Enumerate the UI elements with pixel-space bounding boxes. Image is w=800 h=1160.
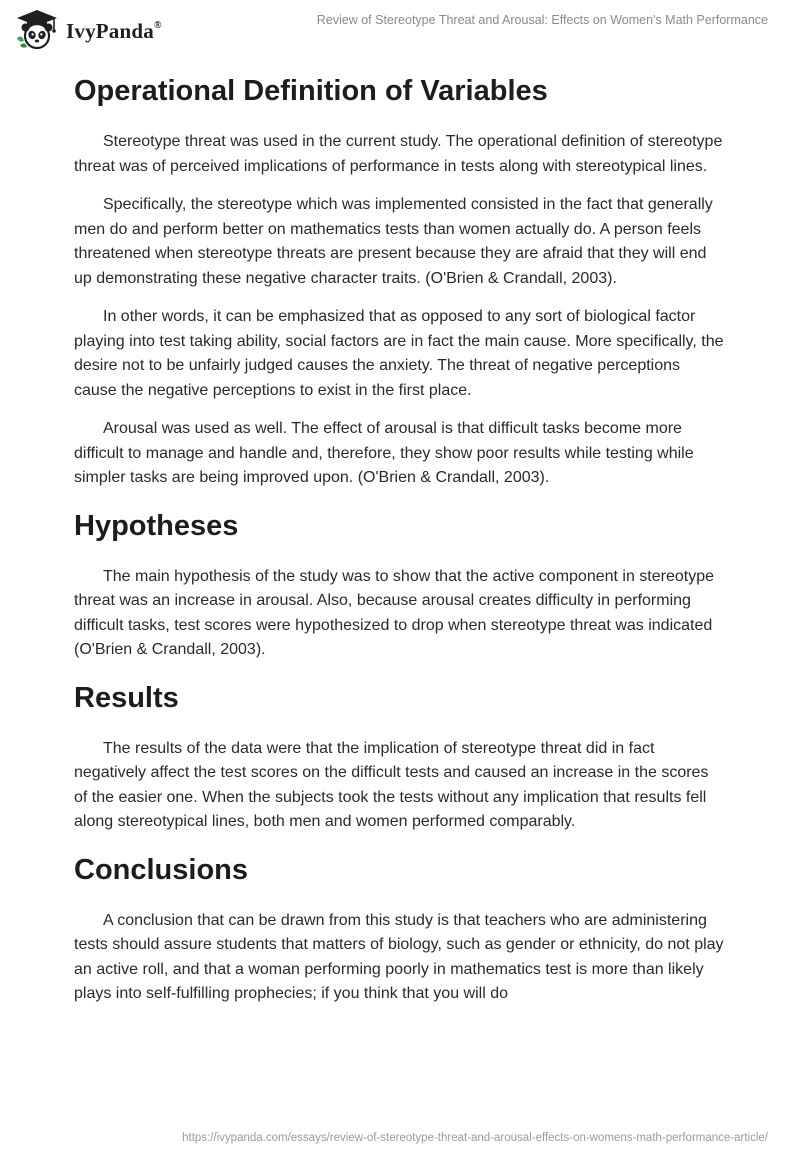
paragraph: Specifically, the stereotype which was implemented consisted in the fact that generally men do and perform better on mathematics tests than women actually do. A person feels threatened when stereotype threats are present because they are afraid that they will end up demonstrating these negative character traits. (O'Brien & Crandall, 2003). (74, 196, 713, 287)
paragraph: The main hypothesis of the study was to show that the active component in stereotype threat was an increase in arousal. Also, because arousal creates difficulty in performing difficult tasks, test scores were hypothesized to drop when stereotype threat was indicated (O'Brien & Crandall, 2003). (74, 567, 715, 658)
section-heading-variables: Operational Definition of Variables (74, 75, 548, 107)
paragraph: Arousal was used as well. The effect of arousal is that difficult tasks become more difficult to manage and handle and, therefore, they show poor results while testing while simpler tasks are being improved upon. (O'Brien & Crandall, 2003). (74, 420, 694, 486)
article-body (74, 70, 726, 1007)
page-header (0, 0, 800, 60)
paragraph: A conclusion that can be drawn from this study is that teachers who are administering tests should assure students that matters of biology, such as gender or ethnicity, do not play an active roll, and that a woman performing poorly in mathematics test is more than likely plays into self-fulfilling prophecies; if you think that you will do (74, 911, 724, 1002)
paragraph: Stereotype threat was used in the current study. The operational definition of stereotype threat was of perceived implications of performance in tests along with stereotypical lines. (74, 133, 723, 175)
section-heading-conclusions: Conclusions (74, 853, 249, 886)
logo-text: IvyPanda (66, 18, 154, 43)
paragraph: In other words, it can be emphasized that as opposed to any sort of biological factor playing into test taking ability, social factors are in fact the main cause. More specifically, the desire not to be unfairly judged causes the anxiety. The threat of negative perceptions cause the negative perceptions to exist in the first place. (74, 308, 724, 399)
registered-mark: ® (153, 19, 162, 31)
section-heading-hypotheses: Hypotheses (74, 509, 239, 542)
ivypanda-logo[interactable] (14, 8, 162, 50)
source-url-link[interactable]: https://ivypanda.com/essays/review-of-stereotype-threat-and-arousal-effects-on-womens-math-performance-article/ (182, 1132, 768, 1144)
panda-graduation-cap-icon (14, 8, 60, 50)
paragraph: The results of the data were that the implication of stereotype threat did in fact negatively affect the test scores on the difficult tests and caused an increase in the scores of the easier one. When the subjects took the tests without any implication that results fell along stereotypical lines, both men and women performed comparably. (74, 739, 709, 830)
logo-wordmark (66, 19, 162, 44)
section-heading-results: Results (74, 681, 179, 714)
document-title: Review of Stereotype Threat and Arousal: Effects on Women's Math Performance (316, 13, 768, 27)
